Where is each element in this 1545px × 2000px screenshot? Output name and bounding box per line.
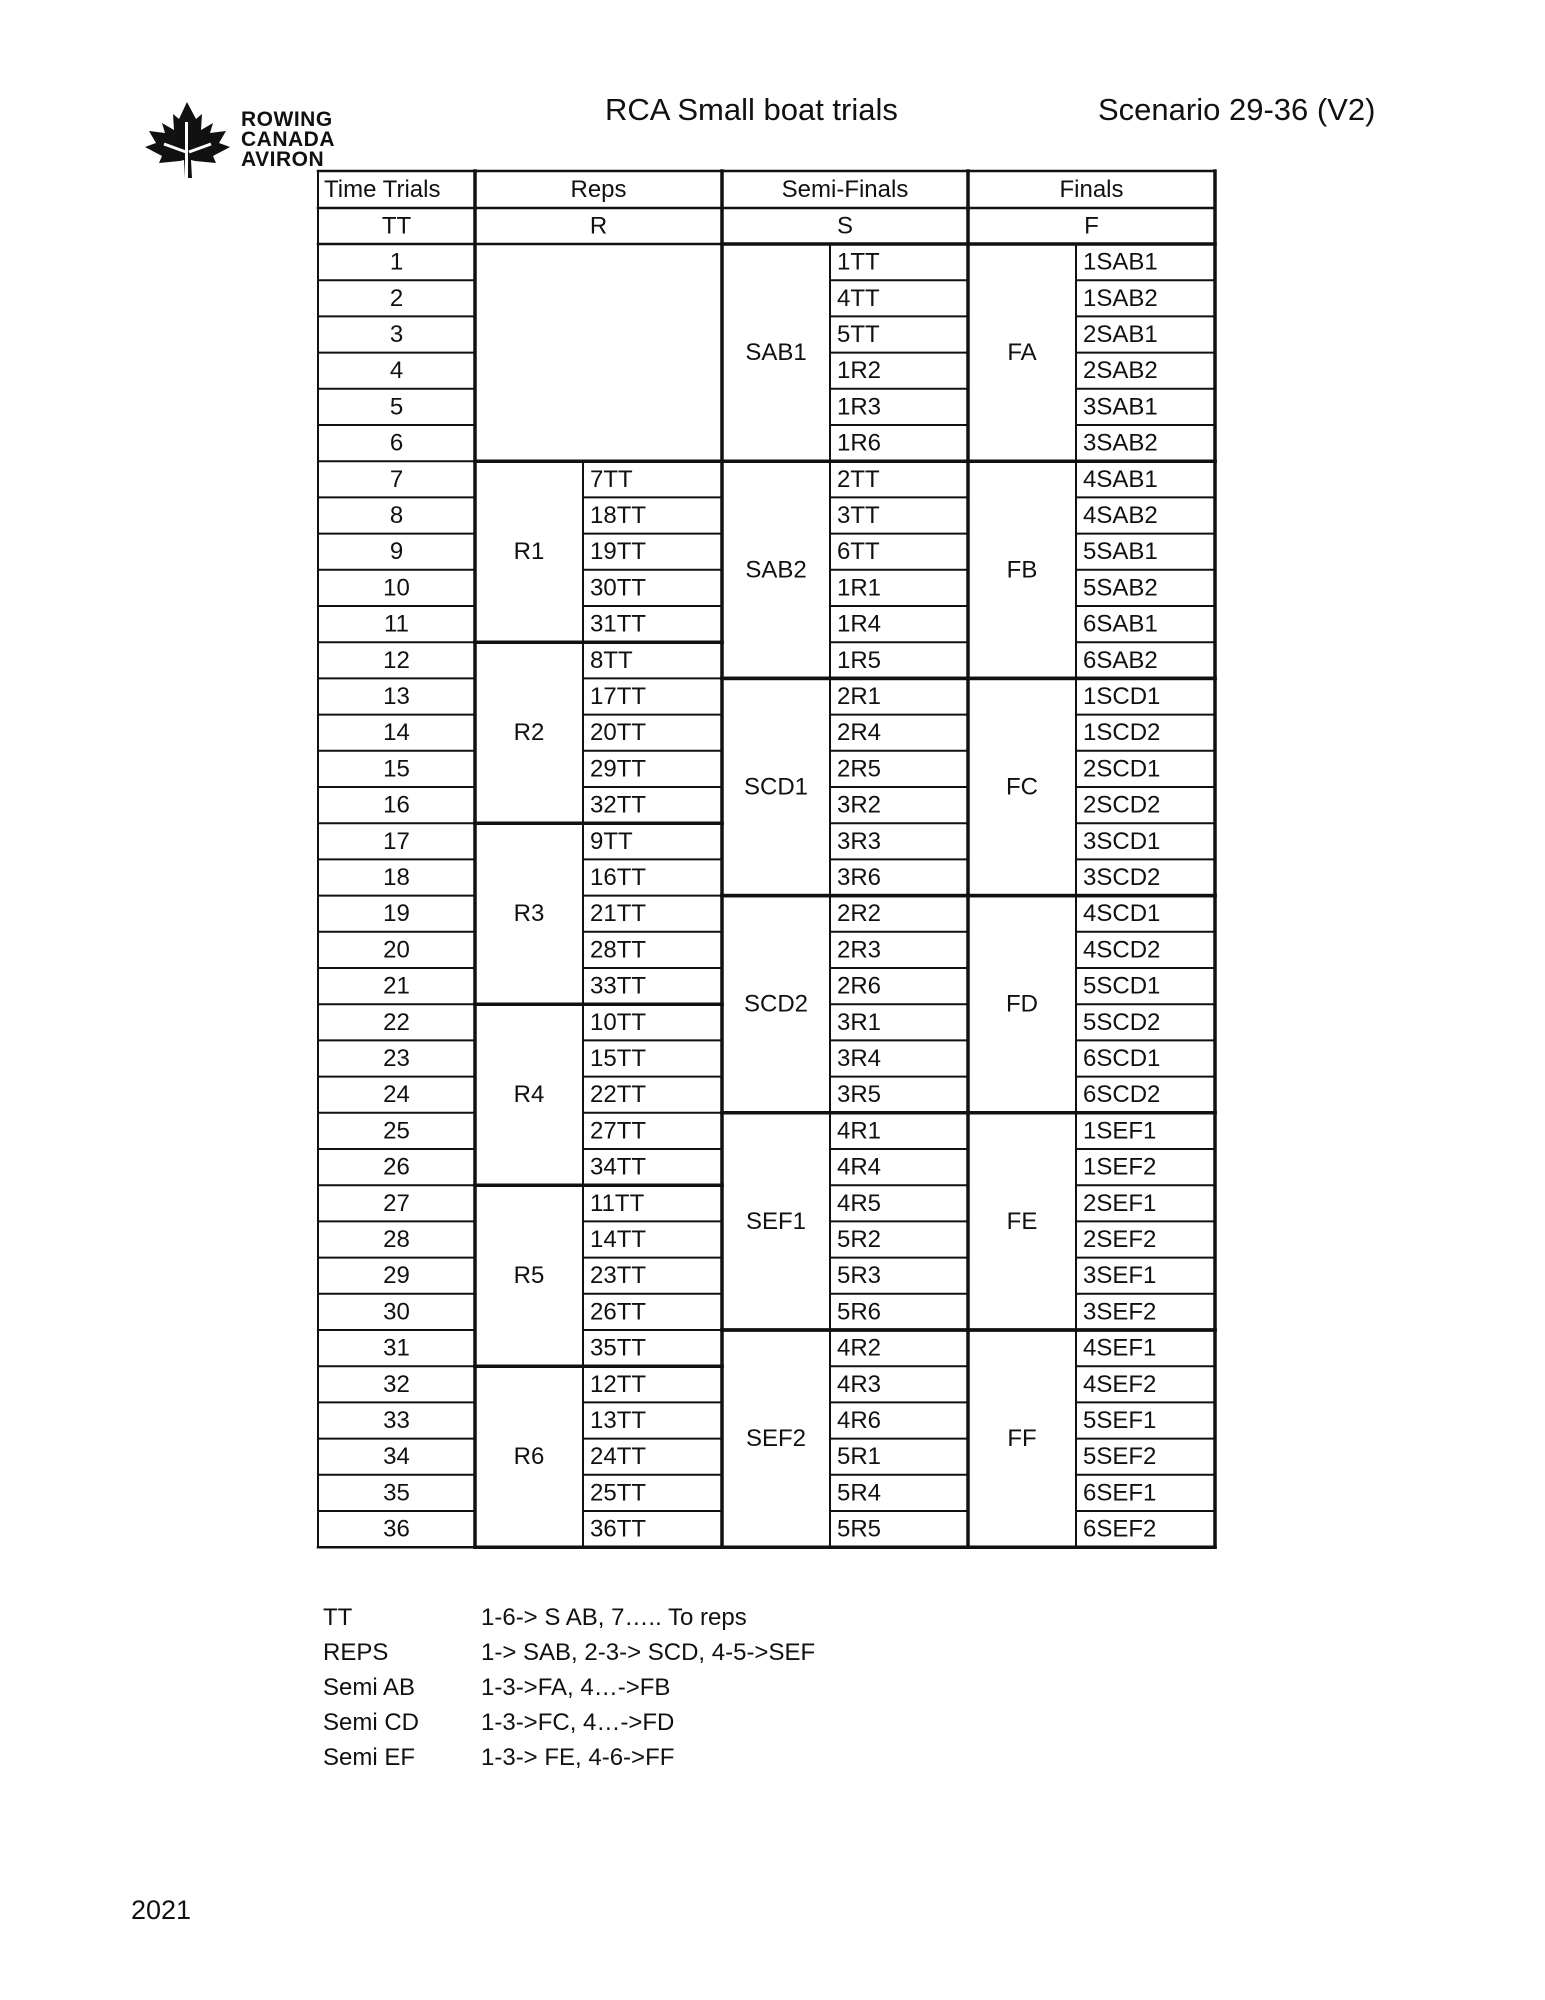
time-trial-cell: 7 [389,465,404,493]
semis-name: SAB1 [745,339,807,367]
legend-value: 1-3-> FE, 4-6->FF [481,1744,675,1771]
time-trial-cell: 31 [383,1334,410,1362]
finals-entry-cell: 3SAB2 [1083,429,1158,457]
rep-entry-cell: 14TT [590,1226,647,1253]
legend-row [323,1740,815,1775]
rep-entry-cell: 19TT [590,538,647,566]
rep-entry-cell: 21TT [590,900,647,928]
group-header-0: Time Trials [324,176,441,203]
logo-text-aviron: AVIRON [241,148,325,171]
rep-entry-cell: 12TT [590,1370,647,1398]
time-trial-cell: 1 [389,248,404,276]
semis-entry-cell: 2R5 [837,755,882,783]
time-trial-cell: 3 [389,321,404,348]
time-trial-cell: 25 [383,1117,410,1145]
semis-entry-cell: 2R6 [837,972,882,1000]
rep-entry-cell: 30TT [590,574,647,602]
semis-entry-cell: 3R6 [837,864,882,891]
finals-entry-cell: 3SEF2 [1083,1298,1157,1326]
time-trial-cell: 33 [383,1407,410,1434]
legend-row [323,1600,815,1635]
finals-entry-cell: 1SAB2 [1083,284,1158,312]
semis-entry-cell: 4R4 [837,1153,882,1181]
time-trial-cell: 12 [383,646,410,674]
semis-entry-cell: 2TT [837,465,880,493]
rep-heat-name: R1 [513,538,545,566]
semis-entry-cell: 3R1 [837,1008,882,1036]
finals-entry-cell: 3SAB1 [1083,393,1158,421]
rep-heat-name: R3 [513,900,545,928]
semis-entry-cell: 5R2 [837,1226,882,1253]
rep-entry-cell: 24TT [590,1443,647,1471]
group-header-3: Finals [1059,176,1124,203]
finals-entry-cell: 1SCD2 [1083,719,1161,747]
rep-heat-name: R2 [513,719,545,747]
footer-year: 2021 [131,1895,192,1925]
semis-entry-cell: 1TT [837,248,880,276]
finals-entry-cell: 2SCD2 [1083,791,1161,819]
time-trial-cell: 28 [383,1226,410,1253]
finals-entry-cell: 6SAB1 [1083,610,1158,638]
finals-entry-cell: 5SAB2 [1083,574,1158,602]
progression-legend [323,1600,815,1775]
legend-value: 1-3->FC, 4…->FD [481,1709,675,1736]
legend-key: TT [323,1604,353,1631]
finals-name: FF [1007,1425,1037,1453]
semis-entry-cell: 5TT [837,321,880,348]
semis-entry-cell: 1R5 [837,646,882,674]
finals-entry-cell: 5SEF1 [1083,1407,1157,1434]
legend-key: Semi CD [323,1709,420,1736]
finals-name: FC [1006,773,1038,801]
finals-entry-cell: 2SAB1 [1083,321,1158,348]
legend-row [323,1670,815,1705]
time-trial-cell: 27 [383,1189,410,1217]
semis-entry-cell: 4R6 [837,1407,882,1434]
semis-entry-cell: 2R3 [837,936,882,964]
rep-entry-cell: 35TT [590,1334,647,1362]
finals-entry-cell: 4SEF1 [1083,1334,1157,1362]
semis-entry-cell: 4R5 [837,1189,882,1217]
rep-entry-cell: 36TT [590,1515,647,1543]
semis-entry-cell: 2R1 [837,683,882,710]
rep-entry-cell: 23TT [590,1262,647,1290]
finals-entry-cell: 2SEF2 [1083,1226,1157,1253]
time-trial-cell: 16 [383,791,410,819]
rep-entry-cell: 22TT [590,1081,647,1109]
rep-entry-cell: 20TT [590,719,647,747]
legend-row [323,1705,815,1740]
rep-entry-cell: 31TT [590,610,647,638]
time-trial-cell: 22 [383,1008,410,1036]
finals-entry-cell: 5SEF2 [1083,1443,1157,1471]
semis-entry-cell: 4R3 [837,1370,882,1398]
code-header-2: S [836,212,854,240]
time-trial-cell: 35 [383,1479,410,1507]
semis-entry-cell: 1R6 [837,429,882,457]
finals-entry-cell: 4SCD1 [1083,900,1161,928]
finals-entry-cell: 6SEF2 [1083,1515,1157,1543]
semis-entry-cell: 5R1 [837,1443,882,1471]
rep-entry-cell: 27TT [590,1117,647,1145]
finals-entry-cell: 6SAB2 [1083,646,1158,674]
finals-entry-cell: 2SCD1 [1083,755,1161,783]
rep-entry-cell: 9TT [590,827,633,855]
legend-value: 1-3->FA, 4…->FB [481,1674,671,1701]
rep-entry-cell: 29TT [590,755,647,783]
time-trial-cell: 10 [383,574,410,602]
rep-entry-cell: 13TT [590,1407,647,1434]
finals-entry-cell: 5SCD1 [1083,972,1161,1000]
time-trial-cell: 13 [383,683,410,710]
time-trial-cell: 21 [383,972,410,1000]
semis-entry-cell: 6TT [837,538,880,566]
finals-entry-cell: 3SEF1 [1083,1262,1157,1290]
finals-entry-cell: 5SCD2 [1083,1008,1161,1036]
legend-row [323,1635,815,1670]
time-trial-cell: 34 [383,1443,410,1471]
rep-heat-name: R6 [513,1443,545,1471]
semis-name: SAB2 [745,556,807,584]
finals-name: FE [1006,1207,1038,1235]
rep-entry-cell: 8TT [590,646,633,674]
semis-name: SCD2 [743,990,809,1018]
semis-name: SEF2 [745,1425,807,1453]
finals-entry-cell: 3SCD1 [1083,827,1161,855]
finals-entry-cell: 2SEF1 [1083,1189,1157,1217]
finals-entry-cell: 6SCD2 [1083,1081,1161,1109]
rep-entry-cell: 28TT [590,936,647,964]
semis-entry-cell: 5R4 [837,1479,882,1507]
semis-name: SCD1 [743,773,809,801]
rep-entry-cell: 17TT [590,683,647,710]
finals-entry-cell: 1SEF1 [1083,1117,1157,1145]
finals-name: FA [1007,339,1037,367]
code-header-3: F [1084,212,1099,240]
rep-entry-cell: 11TT [590,1189,645,1217]
time-trial-cell: 15 [383,755,410,783]
semis-entry-cell: 3R2 [837,791,882,819]
semis-entry-cell: 5R5 [837,1515,882,1543]
semis-entry-cell: 1R4 [837,610,882,638]
finals-name: FD [1006,990,1038,1018]
semis-entry-cell: 5R3 [837,1262,882,1290]
semis-entry-cell: 4R1 [837,1117,882,1145]
rep-entry-cell: 25TT [590,1479,647,1507]
finals-entry-cell: 4SAB1 [1083,465,1158,493]
time-trial-cell: 26 [383,1153,410,1181]
legend-key: Semi AB [323,1674,416,1701]
legend-key: Semi EF [323,1744,416,1771]
time-trial-cell: 23 [383,1045,410,1072]
time-trial-cell: 30 [383,1298,410,1326]
semis-entry-cell: 1R2 [837,357,882,385]
finals-entry-cell: 1SAB1 [1083,248,1158,276]
finals-entry-cell: 4SCD2 [1083,936,1161,964]
semis-entry-cell: 2R2 [837,900,882,928]
code-header-0: TT [381,212,412,240]
time-trial-cell: 19 [383,900,410,928]
time-trial-cell: 18 [383,864,410,891]
semis-entry-cell: 3TT [837,502,880,529]
code-header-1: R [589,212,608,240]
rep-heat-name: R5 [513,1262,545,1290]
time-trial-cell: 4 [389,357,404,385]
time-trial-cell: 6 [389,429,404,457]
finals-entry-cell: 4SEF2 [1083,1370,1157,1398]
finals-entry-cell: 5SAB1 [1083,538,1158,566]
semis-entry-cell: 1R3 [837,393,882,421]
time-trial-cell: 32 [383,1370,410,1398]
legend-key: REPS [323,1639,389,1666]
time-trial-cell: 5 [389,393,404,421]
rep-entry-cell: 26TT [590,1298,647,1326]
rep-entry-cell: 32TT [590,791,647,819]
time-trial-cell: 14 [383,719,410,747]
rep-entry-cell: 7TT [590,465,633,493]
rep-entry-cell: 18TT [590,502,647,529]
semis-entry-cell: 4R2 [837,1334,882,1362]
legend-value: 1-> SAB, 2-3-> SCD, 4-5->SEF [481,1639,816,1666]
finals-entry-cell: 3SCD2 [1083,864,1161,891]
rep-entry-cell: 10TT [590,1008,647,1036]
finals-entry-cell: 6SCD1 [1083,1045,1161,1072]
time-trial-cell: 17 [383,827,410,855]
time-trial-cell: 20 [383,936,410,964]
finals-entry-cell: 6SEF1 [1083,1479,1157,1507]
time-trial-cell: 11 [384,610,409,638]
time-trial-cell: 8 [389,502,404,529]
semis-entry-cell: 4TT [837,284,880,312]
semis-entry-cell: 1R1 [837,574,882,602]
rep-entry-cell: 15TT [590,1045,647,1072]
finals-entry-cell: 1SCD1 [1083,683,1161,710]
rep-entry-cell: 34TT [590,1153,647,1181]
semis-name: SEF1 [745,1207,807,1235]
rep-entry-cell: 33TT [590,972,647,1000]
time-trial-cell: 24 [383,1081,410,1109]
page-title: RCA Small boat trials [605,92,898,127]
semis-entry-cell: 5R6 [837,1298,882,1326]
time-trial-cell: 2 [389,284,404,312]
semis-entry-cell: 3R4 [837,1045,882,1072]
finals-entry-cell: 2SAB2 [1083,357,1158,385]
semis-entry-cell: 3R3 [837,827,882,855]
time-trial-cell: 9 [389,538,404,566]
rep-heat-name: R4 [513,1081,545,1109]
logo-text-canada: CANADA [241,128,335,151]
legend-value: 1-6-> S AB, 7….. To reps [481,1604,747,1631]
logo-text-rowing: ROWING [241,108,333,131]
time-trial-cell: 29 [383,1262,410,1290]
scenario-label: Scenario 29-36 (V2) [1098,92,1376,127]
finals-name: FB [1006,556,1038,584]
time-trial-cell: 36 [383,1515,410,1543]
rep-entry-cell: 16TT [590,864,647,891]
group-header-2: Semi-Finals [781,176,909,203]
finals-entry-cell: 4SAB2 [1083,502,1158,529]
finals-entry-cell: 1SEF2 [1083,1153,1157,1181]
group-header-1: Reps [570,176,627,203]
semis-entry-cell: 2R4 [837,719,882,747]
semis-entry-cell: 3R5 [837,1081,882,1109]
